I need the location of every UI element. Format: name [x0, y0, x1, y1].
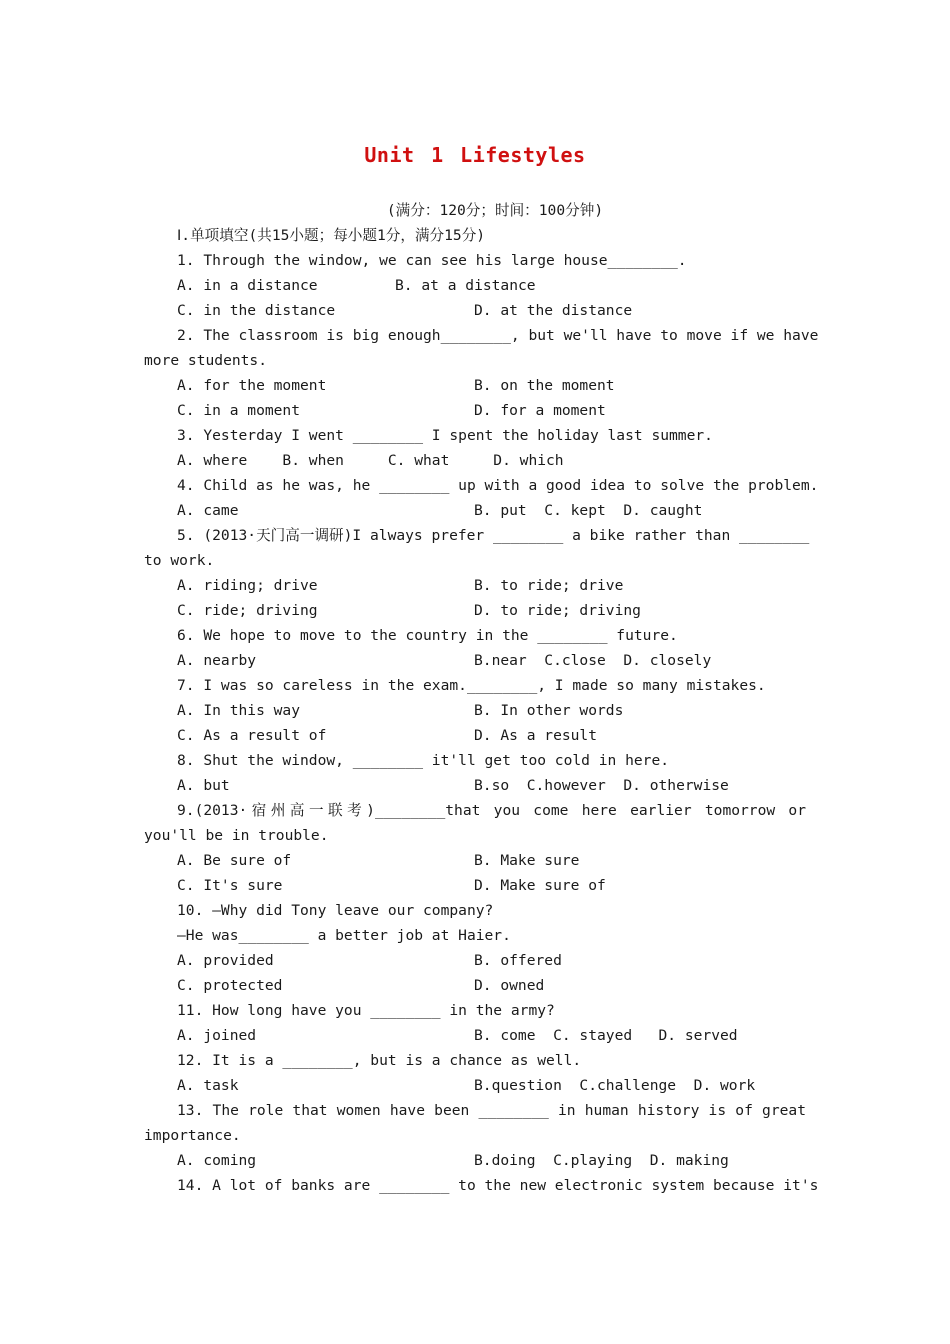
question-11-options-bcd: B. come C. stayed D. served — [474, 1027, 738, 1044]
question-10-stem: 10. —Why did Tony leave our company? — [177, 902, 494, 919]
question-10-option-d: D. owned — [474, 977, 545, 994]
question-5-stem-cont: to work. — [144, 552, 215, 569]
question-8-option-a: A. but — [177, 777, 230, 794]
question-5-option-b: B. to ride; drive — [474, 577, 624, 594]
question-1-option-d: D. at the distance — [474, 302, 633, 319]
question-11-option-a: A. joined — [177, 1027, 257, 1044]
question-1-stem: 1. Through the window, we can see his large house________. — [177, 252, 687, 269]
question-5-stem: 5. (2013·天门高一调研)I always prefer ________ a bike rather than ________ — [177, 527, 810, 544]
question-12-stem: 12. It is a ________, but is a chance as well. — [177, 1052, 582, 1069]
question-7-option-a: A. In this way — [177, 702, 301, 719]
question-2-option-b: B. on the moment — [474, 377, 615, 394]
question-5-option-d: D. to ride; driving — [474, 602, 641, 619]
question-12-options-bcd: B.question C.challenge D. work — [474, 1077, 756, 1094]
question-7-option-c: C. As a result of — [177, 727, 327, 744]
question-4-stem: 4. Child as he was, he ________ up with a good idea to solve the problem. — [177, 477, 819, 494]
document-title: Unit 1 Lifestyles — [364, 143, 586, 167]
question-9-option-b: B. Make sure — [474, 852, 580, 869]
question-7-stem: 7. I was so careless in the exam.________, I made so many mistakes. — [177, 677, 766, 694]
question-10-option-b: B. offered — [474, 952, 562, 969]
question-5-option-c: C. ride; driving — [177, 602, 318, 619]
question-7-option-b: B. In other words — [474, 702, 624, 719]
section-heading: Ⅰ.单项填空(共15小题；每小题1分，满分15分) — [177, 227, 486, 244]
question-10-option-a: A. provided — [177, 952, 274, 969]
question-10-stem-reply: —He was________ a better job at Haier. — [177, 927, 511, 944]
question-3-stem: 3. Yesterday I went ________ I spent the holiday last summer. — [177, 427, 713, 444]
question-9-stem-cont: you'll be in trouble. — [144, 827, 329, 844]
question-5-option-a: A. riding; drive — [177, 577, 318, 594]
question-1-option-c: C. in the distance — [177, 302, 336, 319]
question-1-option-a: A. in a distance — [177, 277, 318, 294]
question-14-stem: 14. A lot of banks are ________ to the new electronic system because it's — [177, 1177, 819, 1194]
question-12-option-a: A. task — [177, 1077, 239, 1094]
question-2-option-c: C. in a moment — [177, 402, 301, 419]
question-3-options: A. where B. when C. what D. which — [177, 452, 564, 469]
question-13-options-bcd: B.doing C.playing D. making — [474, 1152, 729, 1169]
question-9-stem: 9.(2013·宿州高一联考)________that you come here earlier tomorrow or — [177, 802, 806, 819]
question-6-option-a: A. nearby — [177, 652, 257, 669]
question-13-stem: 13. The role that women have been ________ in human history is of great — [177, 1102, 806, 1119]
question-11-stem: 11. How long have you ________ in the army? — [177, 1002, 555, 1019]
question-9-option-a: A. Be sure of — [177, 852, 292, 869]
question-6-options-bcd: B.near C.close D. closely — [474, 652, 712, 669]
question-4-options-bcd: B. put C. kept D. caught — [474, 502, 703, 519]
score-time-note: (满分：120分；时间：100分钟) — [386, 202, 604, 219]
question-2-stem-cont: more students. — [144, 352, 268, 369]
question-13-stem-cont: importance. — [144, 1127, 241, 1144]
question-2-option-d: D. for a moment — [474, 402, 606, 419]
question-9-option-d: D. Make sure of — [474, 877, 606, 894]
question-9-option-c: C. It's sure — [177, 877, 283, 894]
question-10-option-c: C. protected — [177, 977, 283, 994]
question-2-option-a: A. for the moment — [177, 377, 327, 394]
question-8-stem: 8. Shut the window, ________ it'll get too cold in here. — [177, 752, 670, 769]
question-8-options-bcd: B.so C.however D. otherwise — [474, 777, 729, 794]
question-4-option-a: A. came — [177, 502, 239, 519]
question-1-option-b: B. at a distance — [395, 277, 536, 294]
question-2-stem: 2. The classroom is big enough________, but we'll have to move if we have — [177, 327, 819, 344]
question-6-stem: 6. We hope to move to the country in the ________ future. — [177, 627, 678, 644]
question-7-option-d: D. As a result — [474, 727, 598, 744]
question-13-option-a: A. coming — [177, 1152, 257, 1169]
